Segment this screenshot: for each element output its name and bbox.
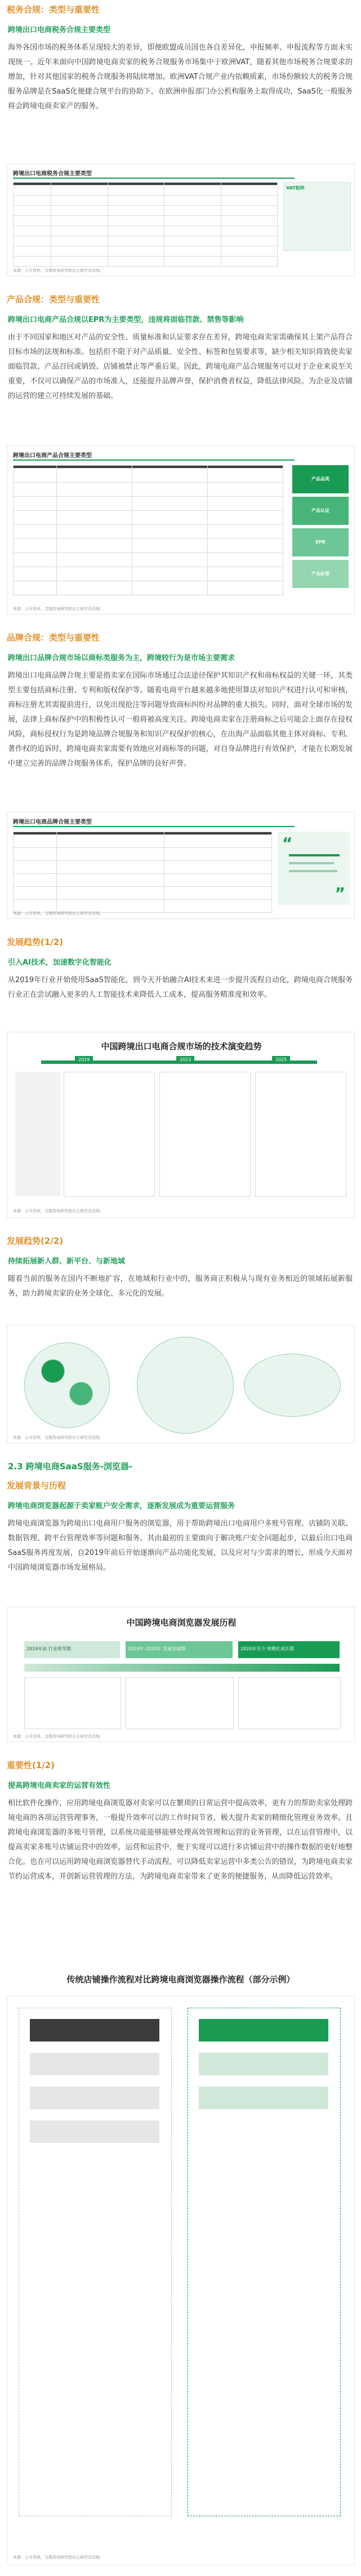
slide-browser-flow bbox=[7, 1996, 355, 2565]
bubble-group-middle bbox=[137, 1337, 234, 1434]
flow-step bbox=[30, 2087, 159, 2109]
bubble bbox=[69, 1382, 93, 1406]
slide-tax-types bbox=[7, 164, 355, 276]
flow-step bbox=[30, 2120, 159, 2143]
flow-traditional bbox=[19, 2008, 172, 2516]
flow-chart-title: 传统店铺操作流程对比跨境电商浏览器操作流程（部分示例） bbox=[66, 1974, 295, 1985]
stage-label-3: 2020年至今 规模化成长期 bbox=[240, 1646, 294, 1651]
chapter-title-browser: 2.3 跨境电商SaaS服务-浏览器- bbox=[8, 1461, 133, 1472]
paragraph-trend2: 随着当前的服务在国内不断地扩容，在地域和行业中的，服务商正积极从与现有业务相近的领域拓展新服务，助力跨境卖家的业务全球化、多元化的发展。 bbox=[8, 1275, 353, 1298]
quote-mark-close-icon: ” bbox=[335, 884, 345, 903]
stage-desc-2 bbox=[126, 1677, 234, 1729]
brand-table bbox=[13, 832, 272, 913]
timeline-arrow bbox=[24, 1664, 340, 1672]
section-title-trend1: 发展趋势(1/2) bbox=[7, 937, 64, 947]
section-subtitle-trend1: 引入AI技术，加速数字化智能化 bbox=[8, 958, 112, 967]
product-tab-epr: EPR bbox=[292, 528, 349, 556]
paragraph-tax: 海外各国市场的税务体系呈现较大的差异，即便欧盟成员国也各自差异化，申报频率、申报流程等方面未实现统一。近年来面向中国跨境电商卖家的税务合规服务市场集中于欧洲VAT，随着其他市场税务合规要求的增加，针对其他国家的税务合规服务将陆续增加。欧洲VAT合规产业内依赖质素，市场份额较大的税务合规服务品牌是在SaaS化便捷合规平台的协助下，在欧洲申报部门办公机构服务上取得成功，SaaS化一般服务将会跨境电商卖家产的服务。 bbox=[8, 43, 353, 111]
tax-table bbox=[13, 182, 278, 267]
divider bbox=[13, 178, 295, 179]
slide-title: 跨境出口电商品牌合规主要类型 bbox=[13, 819, 92, 825]
source-note: 来源：公开资料，艾瑞咨询研究院自主研究及绘制。 bbox=[13, 1209, 104, 1213]
slide-brand-types bbox=[7, 812, 355, 919]
slide-title: 跨境出口电商税务合规主要类型 bbox=[13, 171, 92, 177]
stage-desc-1 bbox=[24, 1677, 121, 1729]
product-tab-certification: 产品认证 bbox=[292, 497, 349, 525]
section-title-tax: 税务合规：类型与重要性 bbox=[7, 5, 100, 15]
section-title-importance: 重要性(1/2) bbox=[7, 1760, 55, 1770]
paragraph-trend1: 从2019年行业开始使用SaaS智能化，到今天开始融合AI技术来进一步提升流程自动化，跨境电商合规服务行业正在尝试融入更多的人工智能技术来降低人工成本，提高服务精准度和效率。 bbox=[8, 976, 353, 999]
slide-product-types bbox=[7, 445, 355, 615]
trend-col-1 bbox=[64, 1072, 155, 1197]
stage-label-2: 2019年-2020年 发展加速期 bbox=[128, 1646, 186, 1651]
product-tab-category: 产品品类 bbox=[292, 465, 349, 493]
trend-col-3 bbox=[255, 1072, 346, 1197]
source-note: 来源：公开资料，艾瑞咨询研究院自主研究及绘制。 bbox=[13, 268, 104, 273]
section-subtitle-tax: 跨境出口电商税务合规主要类型 bbox=[8, 26, 111, 34]
source-note: 来源：公开资料，艾瑞咨询研究院自主研究及绘制。 bbox=[13, 2555, 104, 2560]
slide-browser-history bbox=[7, 1607, 355, 1742]
timeline-year-2025: 2025 bbox=[272, 1056, 290, 1063]
source-note: 来源：公开资料，艾瑞咨询研究院自主研究及绘制。 bbox=[13, 1734, 104, 1739]
section-subtitle-brand: 跨境出口品牌合规市场以商标类服务为主，跨境较行为是市场主要需求 bbox=[8, 654, 235, 662]
paragraph-product: 由于不同国家和地区对产品的安全性、质量标准和认证要求存在差异，跨境电商卖家需确保其上架产品符合目标市场的法规和标准。包括但不限于对产品质量、安全性、标签和包装要求等，缺少相关知识将致使卖家面临罚款、产品召回或销毁、店铺被禁止等严重后果。因此，跨境电商产品合规服务可以对于企业来说至关重要，不仅可以确保产品的市场准入，还能提升品牌声誉，保护消费者权益，降低法律风险。为企业及店铺的运营的建立可持续发展的基础。 bbox=[8, 333, 353, 400]
section-subtitle-trend2: 持续拓展新人群、新平台、与新地域 bbox=[8, 1257, 126, 1266]
paragraph-brand: 跨境出口电商品牌合规主要是指卖家在国际市场通过合法途径保护其知识产权和商标权益的关键一环，其类型主要包括商标注册、专利和版权保护等。随着电商平台越来越多地使用算法对知识产权进行认可和审核，商标注册尤其需提前进行，以免出现抢注等问题导致商标纠纷对品牌的重大损失。同时，面对全球市场的发展，法律上商标保护中的积极性认可一般将被高度关注。跨境电商卖家在注册商标之后可能会上面存在侵权风险，商标侵权行为是跨境品牌合规服务和知识产权保护的核心，在出海产品面临其他主体对商标、专利、著作权的追诉时，跨境电商卖家需要有效地应对商标等的问题，对自身品牌进行有效保护，才能在长期发展中建立完善的品牌合规服务体系，保护品牌的良好声誉。 bbox=[8, 671, 353, 768]
section-subtitle-importance: 提高跨境电商卖家的运营有效性 bbox=[8, 1782, 111, 1790]
section-title-brand: 品牌合规：类型与重要性 bbox=[7, 633, 100, 643]
flow-step bbox=[199, 2053, 328, 2075]
section-subtitle-browser: 跨境电商浏览器起源于卖家账户安全需求，逐渐发展成为重要运营服务 bbox=[8, 1502, 235, 1510]
slide-tech-trend bbox=[7, 1032, 355, 1218]
flow-step bbox=[30, 2053, 159, 2075]
bubble-group-right bbox=[244, 1354, 341, 1417]
product-tab-label: 产品标签 bbox=[292, 560, 349, 588]
stage-label-1: 2019年前 行业萌芽期 bbox=[26, 1646, 71, 1651]
source-note: 来源：公开资料，艾瑞咨询研究院自主研究及绘制。 bbox=[13, 607, 104, 611]
brand-quote-panel bbox=[278, 832, 350, 905]
flow-step bbox=[199, 2087, 328, 2109]
paragraph-browser: 跨境电商浏览器为跨境出口电商用户服务的浏览器，用于帮助跨境出口电商用户多账号管理、店铺防关联、数据管理、跨平台管理效率等问题和服务。其由最初的主要面向于解决账户安全问题起步，以最后出口电商SaaS服务再度发展，自2019年前后开始逐渐向产品功能化发展，以及应对与少需求的增长，形成今天面对中国跨境浏览器市场发展格局。 bbox=[8, 1519, 353, 1572]
chart-title: 中国跨境电商浏览器发展历程 bbox=[126, 1618, 237, 1628]
section-title-product: 产品合规：类型与重要性 bbox=[7, 294, 100, 304]
divider bbox=[13, 826, 295, 827]
bubble bbox=[41, 1359, 65, 1383]
divider bbox=[289, 854, 340, 856]
source-note: 来源：公开资料，艾瑞咨询研究院自主研究及绘制。 bbox=[13, 911, 104, 916]
paragraph-importance: 相比软件化操作，应用跨境电商浏览器对卖家可以在繁琐的日常运营中提高效率，更有力的帮助卖家处理跨境电商的各项运营管理事务，一般提升效率可以的工作时间节省，极大提升卖家的精细化管理业务效率。且跨境电商浏览器的多账号管理，以系统功能能够能够处理高效管理和运营的业务管理，以在运营管理中，以提高卖家多账号店铺运营中的效率，运营和运营中，便于实现可以进行多店铺运营中的操作数据的更好地整合化。也在可以运用跨境电商浏览器替代手动流程，可以降低卖家运营中多类公告的错误，为跨境电商卖家节约运营成本，并创新运营管理的方法，为跨境电商卖家带来了更多的便捷服务，从而降低运营效率。 bbox=[8, 1799, 353, 1881]
flow-browser bbox=[188, 2008, 341, 2516]
slide-title: 跨境出口电商产品合规主要类型 bbox=[13, 453, 92, 459]
product-table bbox=[13, 465, 283, 595]
divider bbox=[13, 459, 295, 461]
trend-row-labels bbox=[15, 1072, 60, 1196]
bubble-group-left bbox=[24, 1342, 110, 1428]
section-title-trend2: 发展趋势(2/2) bbox=[7, 1236, 64, 1246]
divider bbox=[289, 862, 334, 864]
section-subtitle-product: 跨境出口电商产品合规以EPR为主要类型，违规将面临罚款、禁售等影响 bbox=[8, 316, 244, 324]
timeline-year-2023: 2023 bbox=[176, 1056, 194, 1063]
quote-mark-icon: “ bbox=[282, 834, 293, 852]
vat-panel-label: VAT税种 bbox=[286, 185, 305, 191]
vat-panel bbox=[283, 182, 351, 251]
flow-step bbox=[30, 2019, 159, 2042]
chart-title: 中国跨境出口电商合规市场的技术演变趋势 bbox=[101, 1041, 262, 1051]
source-note: 来源：公开资料，艾瑞咨询研究院自主研究及绘制。 bbox=[13, 1435, 104, 1440]
flow-step bbox=[199, 2019, 328, 2042]
divider bbox=[289, 870, 337, 872]
trend-col-2 bbox=[159, 1072, 251, 1197]
timeline-year-2019: 2019 bbox=[75, 1056, 93, 1063]
section-title-browser-bg: 发展背景与历程 bbox=[7, 1481, 66, 1491]
stage-desc-3 bbox=[238, 1677, 341, 1729]
slide-expansion bbox=[7, 1325, 355, 1443]
